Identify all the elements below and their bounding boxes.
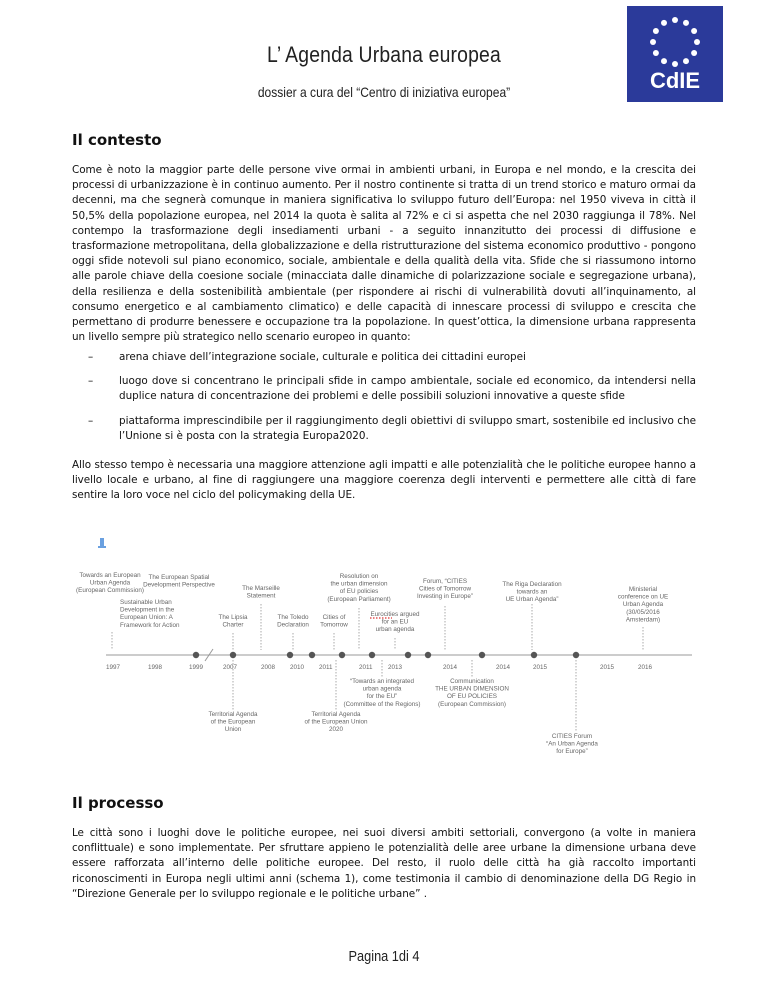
process-paragraph: Le città sono i luoghi dove le politiche europee, nei suoi diversi ambiti settoriali, convergono (a volte in maniera conflittuale) e sono implementate. Per sfruttare appieno le potenzialità delle aree urbane la dimensione urbana deve essere rafforzata all’interno delle politiche europee. Del resto, il ruolo delle città ha già raccolto importanti riconoscimenti in Europa negli ultimi anni (schema 1), come testimonia il cambio di denominazione della DG Regio in “Direzione Generale per lo sviluppo regionale e le politiche urbane” . (72, 827, 696, 900)
timeline-event-label: 2020 (328, 726, 344, 734)
timeline-event-label: towards an (516, 588, 548, 596)
timeline-event-label: Urban Agenda (89, 579, 131, 587)
timeline-event-label: THE URBAN DIMENSION (435, 685, 509, 693)
timeline-event-label: Territorial Agenda (311, 711, 361, 718)
timeline-event-label: The Marseille (242, 585, 280, 592)
logo-star (653, 28, 659, 34)
list-item: – arena chiave dell’integrazione sociale, culturale e politica dei cittadini europei (88, 351, 526, 363)
timeline-event-label: of the European (210, 718, 256, 726)
timeline-event-label: Sustainable Urban (120, 599, 172, 606)
timeline-event-label: Communication (450, 678, 494, 685)
timeline-event-label: The Lipsia (218, 614, 248, 621)
timeline-event-dot (230, 652, 236, 658)
logo-text: CdIE (649, 68, 701, 93)
context-paragraph: Come è noto la maggior parte delle persone vive ormai in ambienti urbani, in Europa e nel mondo, e la crescita dei processi di urbanizzazione è in continuo aumento. Per il nostro continente si tratta di un trend storico e maturo ormai da decenni, ma che segnerà comunque in maniera significativa lo sviluppo futuro dell’Europa: nel 1950 viveva in città il 50,5% della popolazione europea, nel 2014 la quota è salita al 72% e ci si aspetta che nel 2030 raggiunga il 78%. Nel contempo la trasformazione degli insediamenti urbani - a seguito innanzitutto dei processi di diffusione e trasformazione metropolitana, della globalizzazione e della ristrutturazione del sistema economico produttivo - pongono oggi sfide notevoli sul piano economico, sociale, ambientale e della qualità della vita. Sfide che si riassumono intorno alle parole chiave della coesione sociale (minacciata dalle dinamiche di polarizzazione sociale e segregazione urbana), della resilienza e della sostenibilità ambientale (per rispondere ai rischi di vulnerabilità dovuti all’inquinamento, al consumo energetico e al cambiamento climatico) e delle capacità di innescare processi di sviluppo e crescita che permettano di produrre benessere e occupazione tra la popolazione. In quest’ottica, la dimensione urbana rappresenta un livello sempre più strategico nello scenario europeo in quanto: (72, 164, 696, 344)
timeline-event-label: urban agenda (362, 685, 402, 693)
timeline-event-dot (573, 652, 579, 658)
timeline-event-dot (405, 652, 411, 658)
timeline-event-label: Urban Agenda (622, 601, 664, 609)
context-paragraph-2: Allo stesso tempo è necessaria una maggiore attenzione agli impatti e alle potenzialità che le politiche europee hanno a livello locale e urbano, al fine di raggiungere una maggiore coerenza degli interventi e permettere alle città di fare sentire la loro voce nel ciclo del policymaking della UE. (72, 459, 696, 502)
logo-star (661, 20, 667, 26)
timeline-year-label: 2011 (319, 664, 333, 671)
timeline-year-label: 2014 (443, 664, 458, 671)
timeline-event-label: (European Parliament) (327, 595, 391, 603)
timeline-event-label: (Committee of the Regions) (343, 700, 421, 708)
timeline-event-label: Framework for Action (120, 621, 180, 629)
logo-star (672, 17, 678, 23)
timeline-event-dot (309, 652, 315, 658)
section-heading-process: Il processo (72, 794, 164, 812)
timeline-event-dot (479, 652, 485, 658)
timeline-event-label: The Riga Declaration (502, 581, 562, 588)
timeline-event-label: European Union: A (120, 614, 173, 622)
timeline-event-label: for the EU” (366, 693, 398, 701)
timeline-event-label: of the European Union (304, 718, 368, 726)
list-item: – luogo dove si concentrano le principali sfide in campo ambientale, sociale ed economico, da intendersi nella duplice natura di concentrazione dei problemi e delle possibili soluzioni innovative a queste sfide (88, 375, 696, 403)
timeline-event-label: Territorial Agenda (208, 711, 258, 718)
section-heading-context: Il contesto (72, 131, 162, 149)
timeline-event-label: CITIES Forum (551, 733, 593, 740)
timeline-event-dot (339, 652, 345, 658)
timeline-event-label: Towards an European (79, 572, 141, 579)
timeline-year-label: 1998 (148, 664, 163, 671)
timeline-event-label: of EU policies (339, 588, 379, 596)
timeline-year-label: 2013 (388, 664, 403, 671)
timeline-event-dot (531, 652, 537, 658)
timeline-event-label: The Toledo (277, 614, 309, 621)
timeline-year-label: 1997 (106, 664, 121, 671)
timeline-event-label: Investing in Europe” (416, 593, 474, 601)
timeline-event-dot (193, 652, 199, 658)
timeline-event-label: Tomorrow (320, 621, 348, 629)
page-number: Pagina 1di 4 (348, 948, 420, 965)
timeline-event-label: Declaration (277, 621, 309, 629)
timeline-event-dot (287, 652, 293, 658)
timeline-year-label: 2016 (638, 664, 653, 671)
timeline-event-label: Charter (222, 621, 244, 629)
timeline-event-label: “An Urban Agenda (546, 740, 598, 748)
timeline-year-label: 2010 (290, 664, 305, 671)
timeline-event-label: Amsterdam) (625, 616, 661, 624)
timeline-event-label: the urban dimension (330, 580, 388, 588)
timeline-event-label: Statement (246, 592, 276, 600)
page-title: L’ Agenda Urbana europea (267, 42, 501, 67)
timeline-event-label: Ministerial (628, 586, 658, 593)
logo-star (691, 28, 697, 34)
timeline-year-label: 2015 (533, 664, 548, 671)
page-subtitle: dossier a cura del “Centro di iniziativa europea” (257, 84, 511, 100)
timeline-event-label: “Towards an integrated (349, 678, 415, 685)
timeline-event-label: Forum, “CITIES (422, 578, 468, 585)
timeline-event-label: Development in the (120, 606, 175, 614)
timeline-event-label: OF EU POLICIES (446, 693, 498, 701)
timeline-event-dot (425, 652, 431, 658)
timeline-event-label: Development Perspective (143, 581, 215, 589)
timeline-event-label: Union (224, 726, 242, 734)
urban-agenda-timeline (72, 532, 696, 762)
timeline-event-label: The European Spatial (148, 574, 210, 581)
timeline-event-label: Cities of (322, 614, 346, 621)
timeline-event-label: (European Commission) (438, 700, 506, 708)
timeline-event-label: for Europe” (556, 748, 588, 756)
timeline-event-label: UE Urban Agenda” (505, 596, 559, 604)
list-item: – piattaforma imprescindibile per il raggiungimento degli obiettivi di sviluppo smart, sostenibile ed inclusivo che l’Unione si è posta con la strategia Europa2020. (88, 414, 696, 442)
context-bullet-list (72, 350, 696, 453)
timeline-event-label: urban agenda (375, 626, 415, 634)
timeline-event-label: (30/05/2016 (626, 608, 660, 616)
timeline-event-label: Cities of Tomorrow (418, 585, 472, 593)
logo-star (683, 20, 689, 26)
timeline-year-label: 1999 (189, 664, 204, 671)
figure-anchor-icon (98, 538, 106, 548)
timeline-event-label: Resolution on (339, 573, 379, 580)
timeline-year-label: 2011 (359, 664, 373, 671)
timeline-event-label: (European Commission) (76, 587, 144, 595)
timeline-year-label: 2015 (600, 664, 615, 671)
timeline-year-label: 2014 (496, 664, 511, 671)
timeline-year-label: 2008 (261, 664, 276, 671)
timeline-event-dot (369, 652, 375, 658)
timeline-event-label: Eurocities argued (370, 611, 420, 618)
timeline-year-label: 2007 (223, 664, 238, 671)
timeline-event-label: conference on UE (617, 593, 669, 601)
timeline-event-label: for an EU (381, 618, 409, 626)
